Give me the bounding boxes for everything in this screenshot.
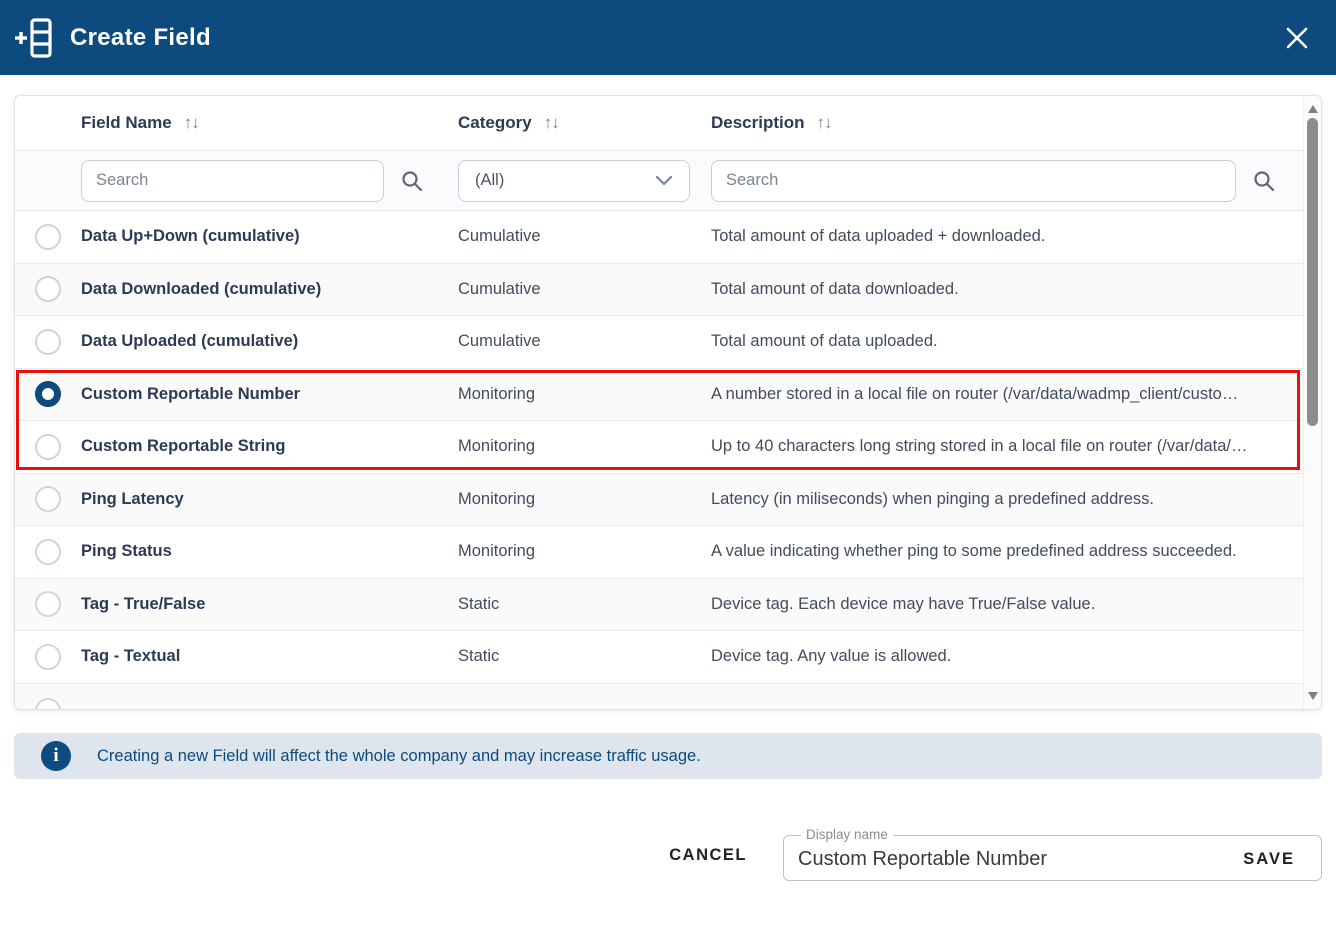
description-search-input[interactable] — [711, 160, 1236, 202]
radio-button[interactable] — [35, 381, 61, 407]
radio-button[interactable] — [35, 644, 61, 670]
description-filter — [711, 160, 1321, 202]
search-icon[interactable] — [1252, 169, 1276, 193]
sort-arrows-icon[interactable]: ↑↓ — [816, 113, 832, 132]
description-cell: Total amount of data uploaded. — [711, 332, 938, 351]
field-name-cell: Data Uploaded (cumulative) — [81, 332, 299, 351]
category-cell: Monitoring — [458, 489, 536, 508]
category-cell: Monitoring — [458, 437, 536, 456]
sort-arrows-icon[interactable]: ↑↓ — [543, 113, 559, 132]
dialog-footer — [14, 829, 1322, 881]
dialog-title: Create Field — [70, 23, 211, 51]
table-row[interactable] — [15, 631, 1321, 684]
radio-cell — [15, 644, 81, 670]
table-row[interactable] — [15, 526, 1321, 579]
category-select[interactable] — [458, 160, 690, 202]
dialog-header — [0, 0, 1336, 75]
column-label-category: Category — [458, 113, 532, 132]
table-row[interactable] — [15, 316, 1321, 369]
radio-button[interactable] — [35, 591, 61, 617]
radio-cell — [15, 329, 81, 355]
table-row[interactable] — [15, 579, 1321, 632]
close-icon[interactable] — [1280, 21, 1314, 55]
table-row[interactable] — [15, 264, 1321, 317]
radio-cell — [15, 539, 81, 565]
field-name-cell: Custom Reportable Number — [81, 384, 301, 403]
info-banner-text: Creating a new Field will affect the whole company and may increase traffic usage. — [97, 746, 701, 765]
field-name-cell: Custom Reportable String — [81, 437, 286, 456]
save-button[interactable]: SAVE — [1241, 842, 1297, 877]
description-cell: Device tag. Any value is allowed. — [711, 647, 952, 666]
table-row[interactable] — [15, 211, 1321, 264]
field-name-filter — [81, 160, 458, 202]
column-label-description: Description — [711, 113, 805, 132]
radio-cell — [15, 591, 81, 617]
radio-cell — [15, 434, 81, 460]
radio-button[interactable] — [35, 224, 61, 250]
sort-arrows-icon[interactable]: ↑↓ — [183, 113, 199, 132]
column-header-description[interactable] — [711, 113, 1321, 133]
cancel-button[interactable]: CANCEL — [667, 838, 749, 873]
radio-button[interactable] — [35, 276, 61, 302]
column-label-field-name: Field Name — [81, 113, 172, 132]
category-cell: Monitoring — [458, 384, 536, 403]
fields-table-card — [14, 95, 1322, 710]
category-cell: Cumulative — [458, 279, 541, 298]
field-name-cell: Tag - True/False — [81, 594, 206, 613]
radio-cell — [15, 224, 81, 250]
radio-button[interactable] — [35, 539, 61, 565]
field-name-cell: Tag - Textual — [81, 647, 181, 666]
scrollbar-thumb[interactable] — [1307, 118, 1318, 426]
radio-button[interactable] — [35, 486, 61, 512]
column-header-field-name[interactable] — [81, 113, 458, 133]
description-cell: A number stored in a local file on router (/var/data/wadmp_client/custo… — [711, 384, 1239, 403]
radio-cell — [15, 276, 81, 302]
search-icon[interactable] — [400, 169, 424, 193]
display-name-label: Display name — [806, 827, 888, 842]
field-name-cell: Data Downloaded (cumulative) — [81, 279, 322, 298]
table-header-row — [15, 96, 1321, 151]
category-filter — [458, 160, 711, 202]
field-name-cell: Ping Status — [81, 542, 172, 561]
scrollbar[interactable] — [1303, 96, 1321, 709]
radio-cell — [15, 381, 81, 407]
scrollbar-up-arrow[interactable] — [1308, 105, 1318, 113]
table-row[interactable] — [15, 474, 1321, 527]
radio-button[interactable] — [35, 329, 61, 355]
scrollbar-down-arrow[interactable] — [1308, 692, 1318, 700]
filter-row — [15, 151, 1321, 211]
description-cell: Total amount of data downloaded. — [711, 279, 959, 298]
description-cell: Up to 40 characters long string stored in a local file on router (/var/data/… — [711, 437, 1248, 456]
add-field-icon — [12, 15, 56, 61]
table-body — [15, 211, 1321, 710]
description-cell: Device tag. Each device may have True/False value. — [711, 594, 1096, 613]
display-name-input[interactable] — [794, 848, 1241, 871]
description-cell: A value indicating whether ping to some predefined address succeeded. — [711, 542, 1237, 561]
chevron-down-icon — [655, 175, 673, 187]
radio-cell — [15, 684, 81, 710]
field-name-cell: Data Up+Down (cumulative) — [81, 227, 300, 246]
description-cell: Latency (in miliseconds) when pinging a predefined address. — [711, 489, 1155, 508]
category-cell: Cumulative — [458, 332, 541, 351]
category-cell: Static — [458, 594, 500, 613]
description-cell: Total amount of data uploaded + downloaded. — [711, 227, 1046, 246]
radio-button[interactable] — [35, 698, 61, 710]
field-name-search-input[interactable] — [81, 160, 384, 202]
table-row-partial[interactable] — [15, 684, 1321, 710]
radio-cell — [15, 486, 81, 512]
radio-button[interactable] — [35, 434, 61, 460]
field-name-cell: Ping Latency — [81, 489, 184, 508]
category-select-value: (All) — [475, 171, 505, 189]
category-cell: Cumulative — [458, 227, 541, 246]
category-cell: Static — [458, 647, 500, 666]
display-name-field — [783, 829, 1322, 881]
column-header-category[interactable] — [458, 113, 711, 133]
table-row[interactable] — [15, 369, 1321, 422]
info-icon: i — [41, 741, 71, 771]
info-banner — [14, 733, 1322, 779]
category-cell: Monitoring — [458, 542, 536, 561]
table-row[interactable] — [15, 421, 1321, 474]
